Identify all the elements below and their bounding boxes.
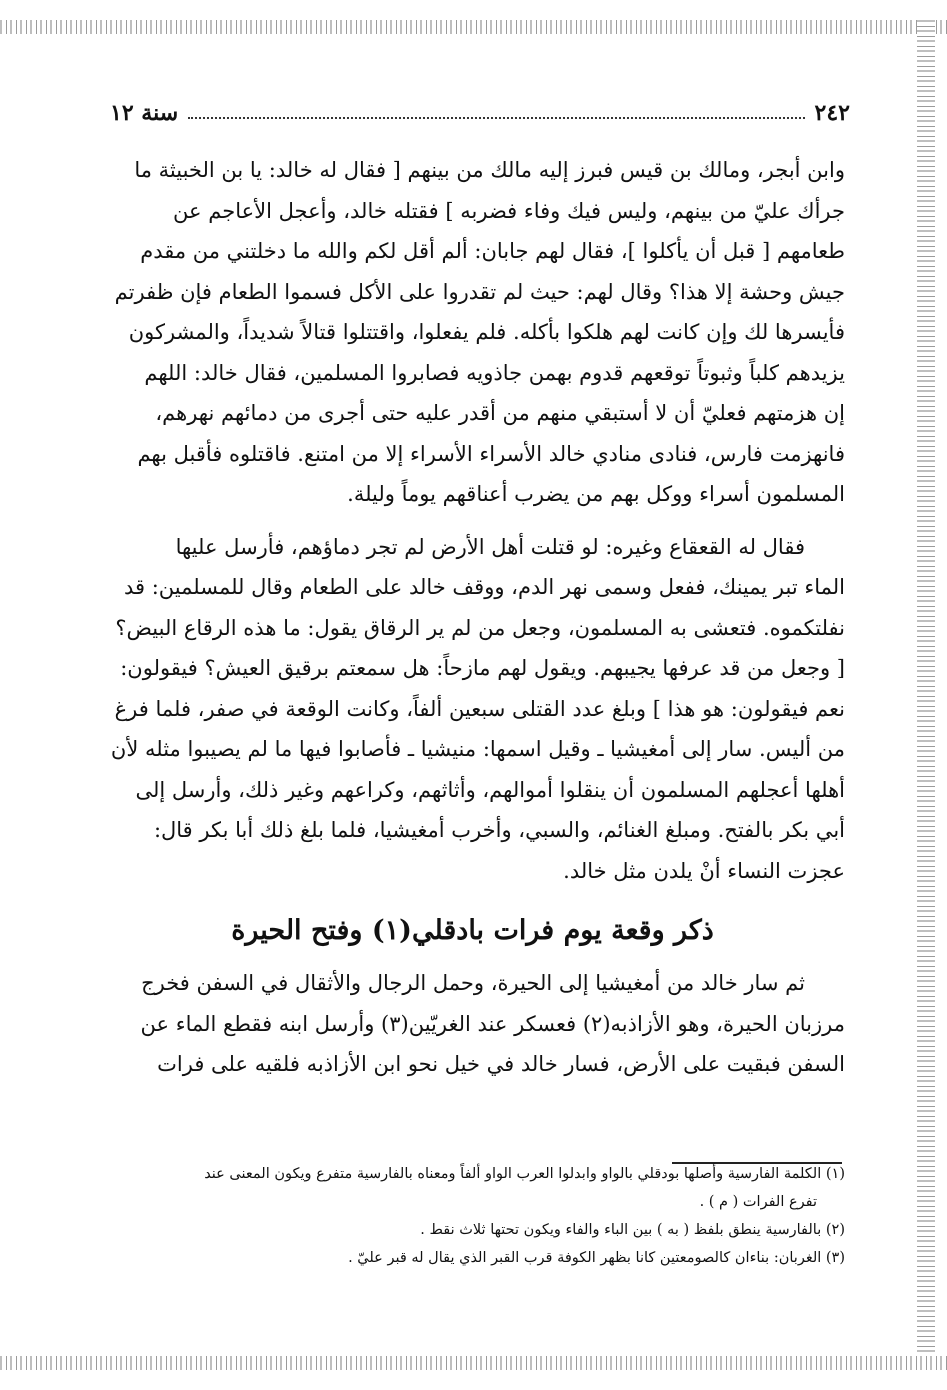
paragraph-2 <box>100 527 845 892</box>
footnote-1: (١) الكلمة الفارسية وأصلها بودقلي بالواو وابدلوا العرب الواو ألفاً ومعناه بالفارسية متفرع ويكون المعنى عند <box>204 1166 845 1182</box>
page-border-top <box>0 20 947 34</box>
running-title: سنة ١٢ <box>110 100 179 126</box>
text-line: نعم فيقولون: هو هذا ] وبلغ عدد القتلى سبعين ألفاً، وكانت الوقعة في صفر، فلما فرغ <box>114 696 845 721</box>
text-line: إن هزمتهم فعليّ أن لا أستبقي منهم من أقدر عليه حتى أجرى من دمائهم نهرهم، <box>155 401 845 425</box>
text-line: السفن فبقيت على الأرض، فسار خالد في خيل نحو ابن الأزاذبه فلقيه على فرات <box>157 1052 845 1076</box>
text-line: جيش وحشة إلا هذا؟ وقال لهم: حيث لم تقدروا على الأكل فسموا الطعام فإن ظفرتم <box>114 279 845 304</box>
text-line: جرأك عليّ من بينهم، وليس فيك وفاء فضربه ] فقتله خالد، وأعجل الأعاجم عن <box>173 198 845 223</box>
text-line: نفلتكموه. فتعشى به المسلمون، وجعل من لم ير الرقاق يقول: ما هذه الرقاع البيض؟ <box>115 615 845 640</box>
header-dotted-leader <box>188 107 804 119</box>
page-border-bottom <box>0 1356 947 1370</box>
text-line: فقال له القعقاع وغيره: لو قتلت أهل الأرض لم تجر دماؤهم، فأرسل عليها <box>175 534 805 559</box>
page-header <box>110 98 850 128</box>
text-line: فانهزمت فارس، فنادى منادي خالد الأسراء الأسراء إلا من امتنع. فاقتلوه فأقبل بهم <box>137 441 845 466</box>
paragraph-3 <box>100 963 845 1085</box>
text-line: الماء تبر يمينك، ففعل وسمى نهر الدم، ووقف خالد على الطعام وقال للمسلمين: قد <box>123 575 845 599</box>
text-line: فأيسرها لك وإن كانت لهم هلكوا بأكله. فلم يفعلوا، واقتتلوا قتالاً شديداً، والمشركون <box>128 320 845 344</box>
text-line: وابن أبجر، ومالك بن قيس فبرز إليه مالك من بينهم [ فقال له خالد: يا بن الخبيثة ما <box>134 158 845 182</box>
text-line: من أليس. سار إلى أمغيشيا ـ وقيل اسمها: منيشيا ـ فأصابوا فيها ما لم يصيبوا مثله لأن <box>110 737 845 761</box>
text-line: عجزت النساء أنْ يلدن مثل خالد. <box>563 858 845 883</box>
footnote-3: (٣) الغربان: بناءان كالصومعتين كانا بظهر الكوفة قرب القبر الذي يقال له قبر عليّ . <box>348 1250 845 1266</box>
page-number: ٢٤٢ <box>814 100 850 126</box>
footnote-1-continued: تفرع الفرات ( م ) . <box>699 1194 817 1210</box>
section-heading: ذكر وقعة يوم فرات بادقلي(١) وفتح الحيرة <box>231 915 714 946</box>
main-text <box>100 150 845 1085</box>
text-line: يزيدهم كلباً وثبوتاً توقعهم قدوم بهمن جاذويه فصابروا المسلمين، فقال خالد: اللهم <box>144 360 845 385</box>
text-line: طعامهم [ قبل أن يأكلوا ]، فقال لهم جابان: ألم أقل لكم والله ما دخلتني من مقدم <box>140 239 845 263</box>
text-line: ثم سار خالد من أمغيشيا إلى الحيرة، وحمل الرجال والأثقال في السفن فخرج <box>141 971 805 995</box>
text-line: [ وجعل من قد عرفها يجيبهم. ويقول لهم مازحاً: هل سمعتم برقيق العيش؟ فيقولون: <box>120 656 845 680</box>
paragraph-1 <box>100 150 845 515</box>
text-line: مرزبان الحيرة، وهو الأزاذبه(٢) فعسكر عند الغريّين(٣) وأرسل ابنه فقطع الماء عن <box>140 1011 845 1036</box>
footnotes <box>100 1160 845 1272</box>
text-line: أهلها أعجلهم المسلمون أن ينقلوا أموالهم، وأثاثهم، وكراعهم وغير ذلك، وأرسل إلى <box>135 777 845 802</box>
page-border-right <box>917 20 935 1370</box>
text-line: أبي بكر بالفتح. ومبلغ الغنائم، والسبي، وأخرب أمغيشيا، فلما بلغ ذلك أبا بكر قال: <box>153 818 845 842</box>
text-line: المسلمون أسراء ووكل بهم من يضرب أعناقهم يوماً وليلة. <box>347 482 845 506</box>
footnote-2: (٢) بالفارسية ينطق بلفظ ( به ) بين الباء والفاء ويكون تحتها ثلاث نقط . <box>420 1222 845 1238</box>
